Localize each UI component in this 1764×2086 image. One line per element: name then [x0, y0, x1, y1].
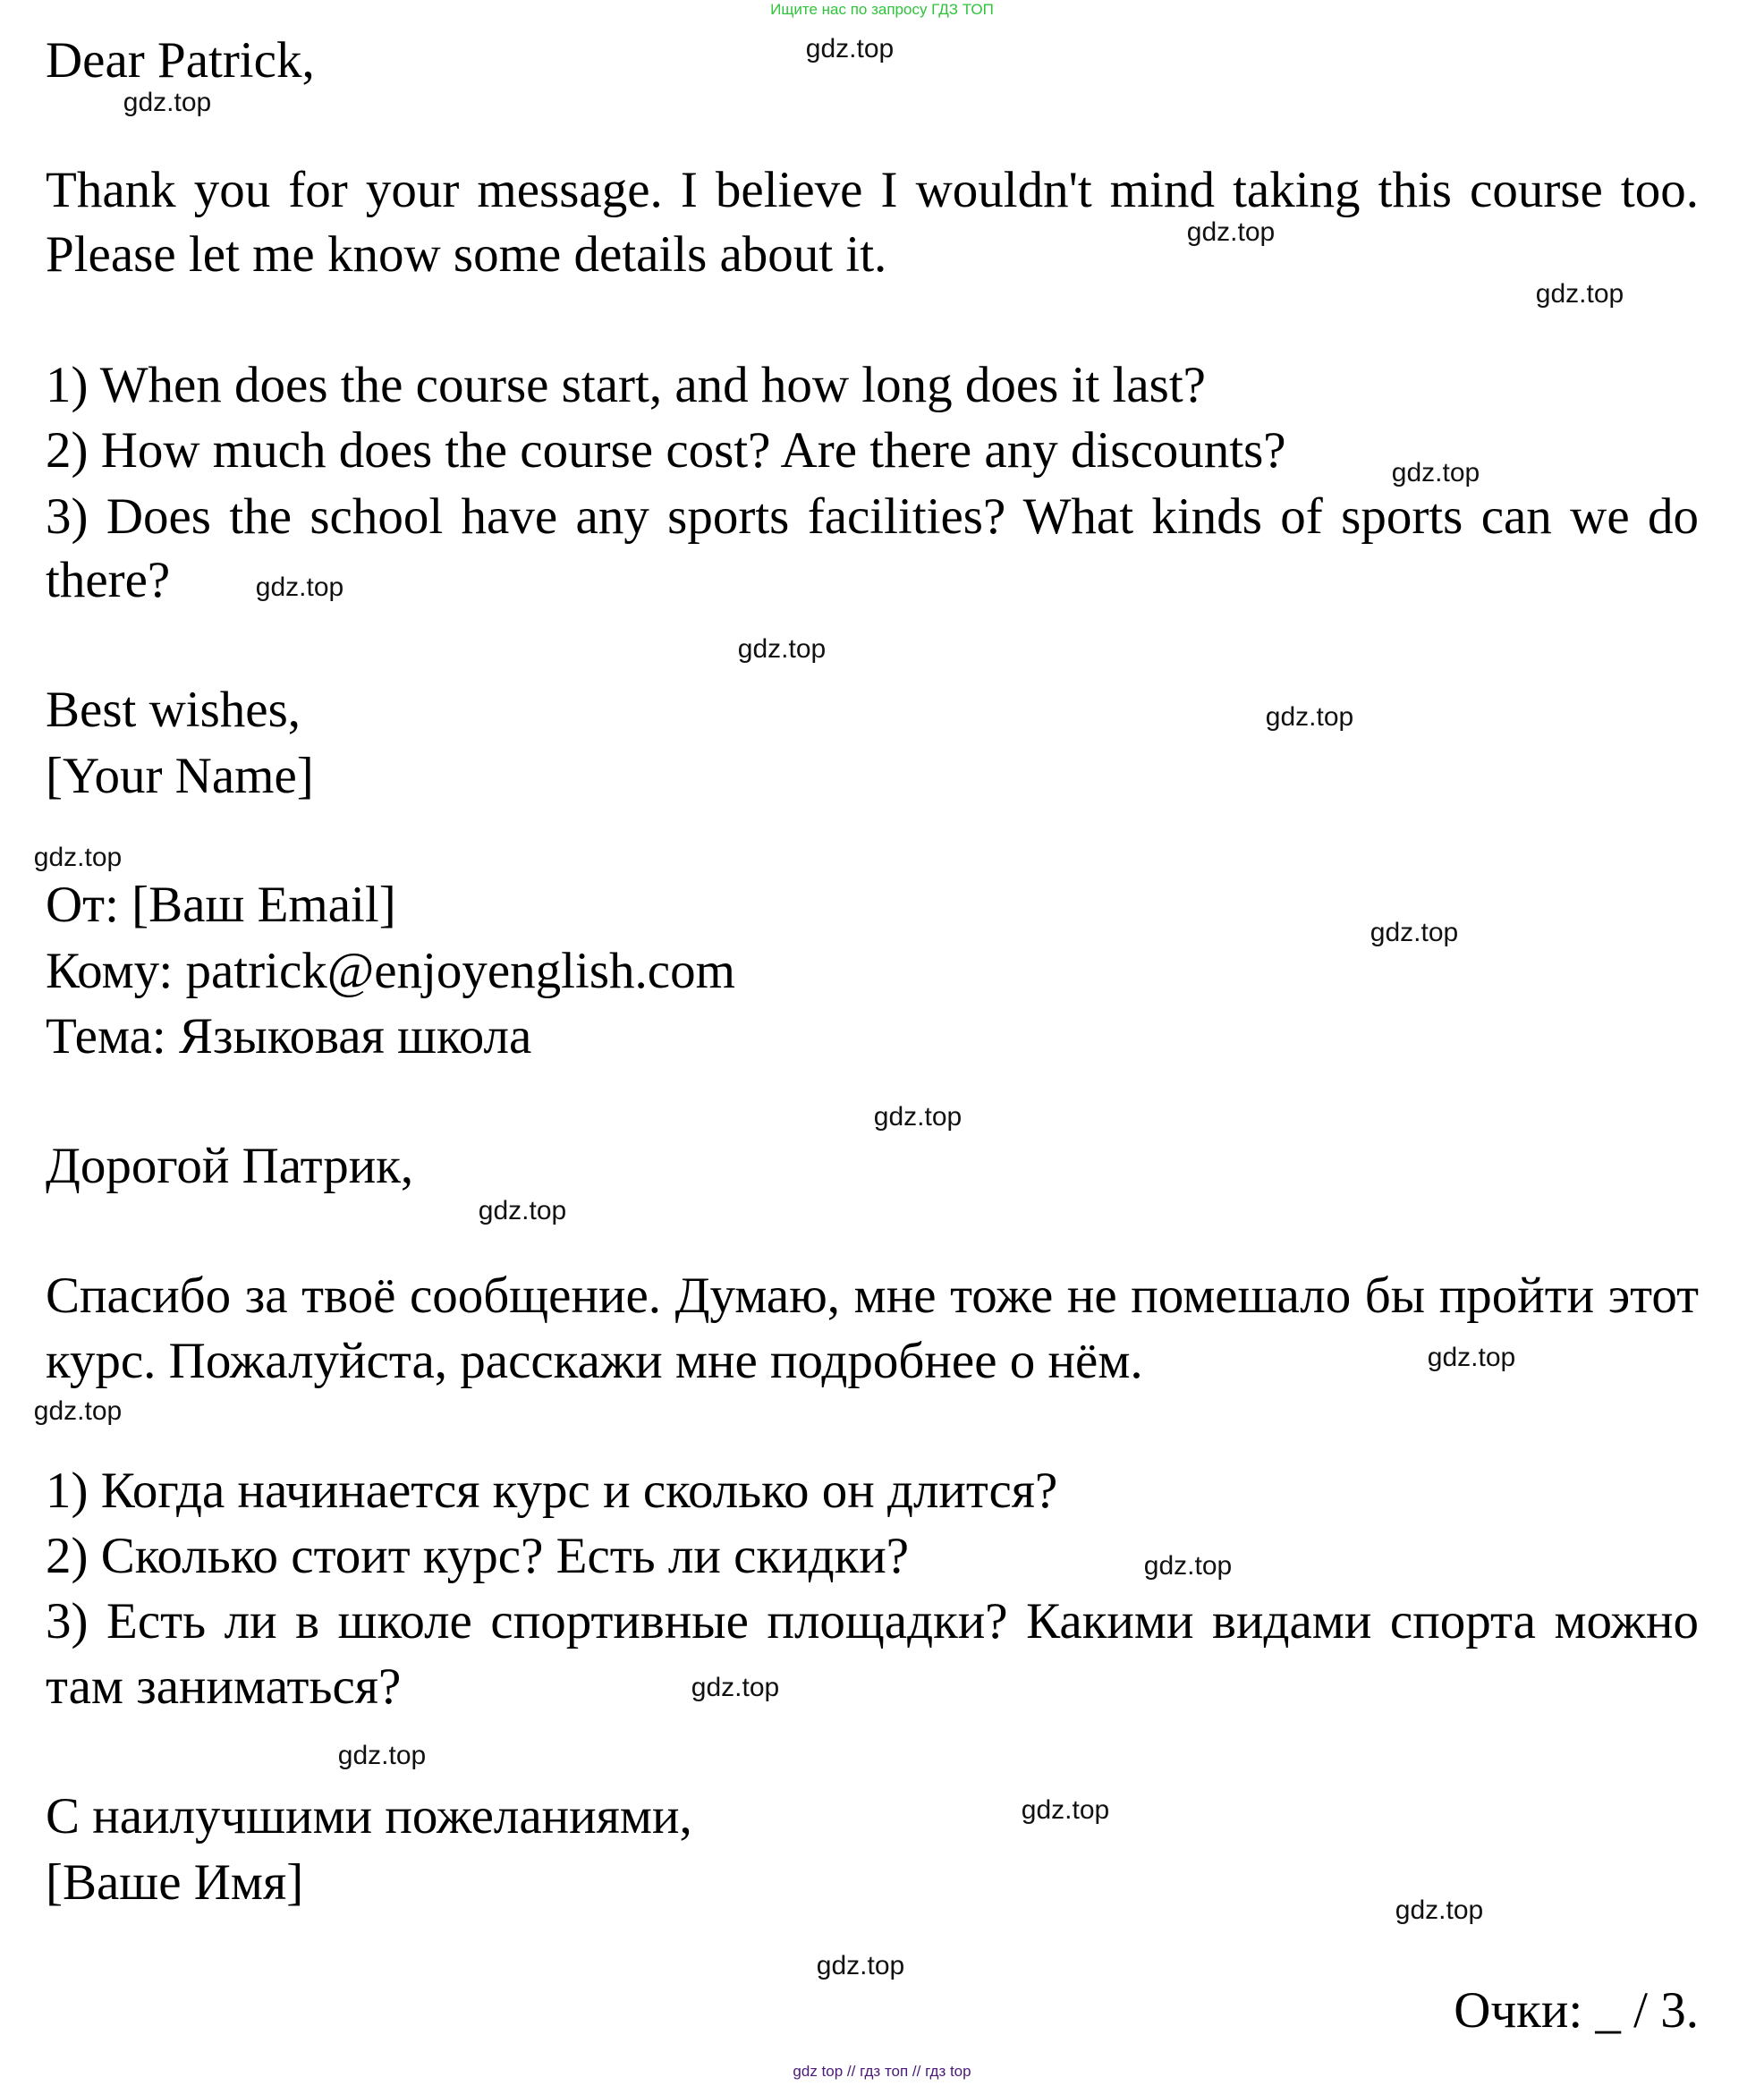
score: Очки: _ / 3.: [1454, 1982, 1699, 2039]
russian-closing: С наилучшими пожеланиями,: [46, 1788, 692, 1844]
watermark: gdz.top: [1427, 1343, 1516, 1372]
email-from: От: [Ваш Email]: [46, 877, 396, 933]
watermark: gdz.top: [123, 88, 212, 117]
watermark: gdz.top: [1021, 1795, 1110, 1825]
russian-paragraph-line: курс. Пожалуйста, расскажи мне подробнее о нём.: [46, 1333, 1143, 1389]
english-signature: [Your Name]: [46, 748, 314, 804]
watermark: gdz.top: [478, 1196, 567, 1225]
english-paragraph-line: Please let me know some details about it.: [46, 226, 887, 283]
russian-signature: [Ваше Имя]: [46, 1854, 304, 1911]
english-question: 2) How much does the course cost? Are there any discounts?: [46, 422, 1286, 479]
russian-paragraph-line: Спасибо за твоё сообщение. Думаю, мне тоже не помешало бы пройти этот: [46, 1268, 1699, 1324]
watermark: gdz.top: [1186, 217, 1276, 247]
english-greeting: Dear Patrick,: [46, 32, 315, 89]
watermark: gdz.top: [337, 1741, 427, 1770]
watermark: gdz.top: [33, 1396, 123, 1426]
watermark: gdz.top: [1370, 918, 1459, 947]
english-paragraph-line: Thank you for your message. I believe I wouldn't mind taking this course too.: [46, 162, 1699, 218]
watermark: gdz.top: [1395, 1895, 1484, 1925]
english-question: there?: [46, 552, 171, 608]
russian-question: там заниматься?: [46, 1658, 402, 1715]
footer-links: gdz top // гдз топ // гдз top: [793, 2063, 971, 2080]
russian-question: 3) Есть ли в школе спортивные площадки? Какими видами спорта можно: [46, 1593, 1699, 1649]
english-question: 3) Does the school have any sports facilities? What kinds of sports can we do: [46, 488, 1699, 545]
russian-question: 2) Сколько стоит курс? Есть ли скидки?: [46, 1528, 910, 1584]
email-to: Кому: patrick@enjoyenglish.com: [46, 943, 735, 999]
english-question: 1) When does the course start, and how long does it last?: [46, 357, 1206, 413]
watermark: gdz.top: [1265, 702, 1354, 732]
watermark: gdz.top: [873, 1102, 963, 1132]
watermark: gdz.top: [805, 34, 895, 64]
russian-question: 1) Когда начинается курс и сколько он длится?: [46, 1463, 1058, 1519]
russian-greeting: Дорогой Патрик,: [46, 1138, 414, 1194]
header-banner: Ищите нас по запросу ГДЗ ТОП: [770, 1, 994, 18]
watermark: gdz.top: [1391, 458, 1480, 488]
watermark: gdz.top: [816, 1951, 905, 1980]
watermark: gdz.top: [1535, 279, 1624, 309]
watermark: gdz.top: [33, 843, 123, 872]
watermark: gdz.top: [691, 1673, 780, 1702]
email-subject: Тема: Языковая школа: [46, 1008, 532, 1064]
watermark: gdz.top: [737, 634, 827, 664]
watermark: gdz.top: [255, 572, 344, 602]
english-closing: Best wishes,: [46, 682, 301, 738]
watermark: gdz.top: [1143, 1551, 1233, 1581]
